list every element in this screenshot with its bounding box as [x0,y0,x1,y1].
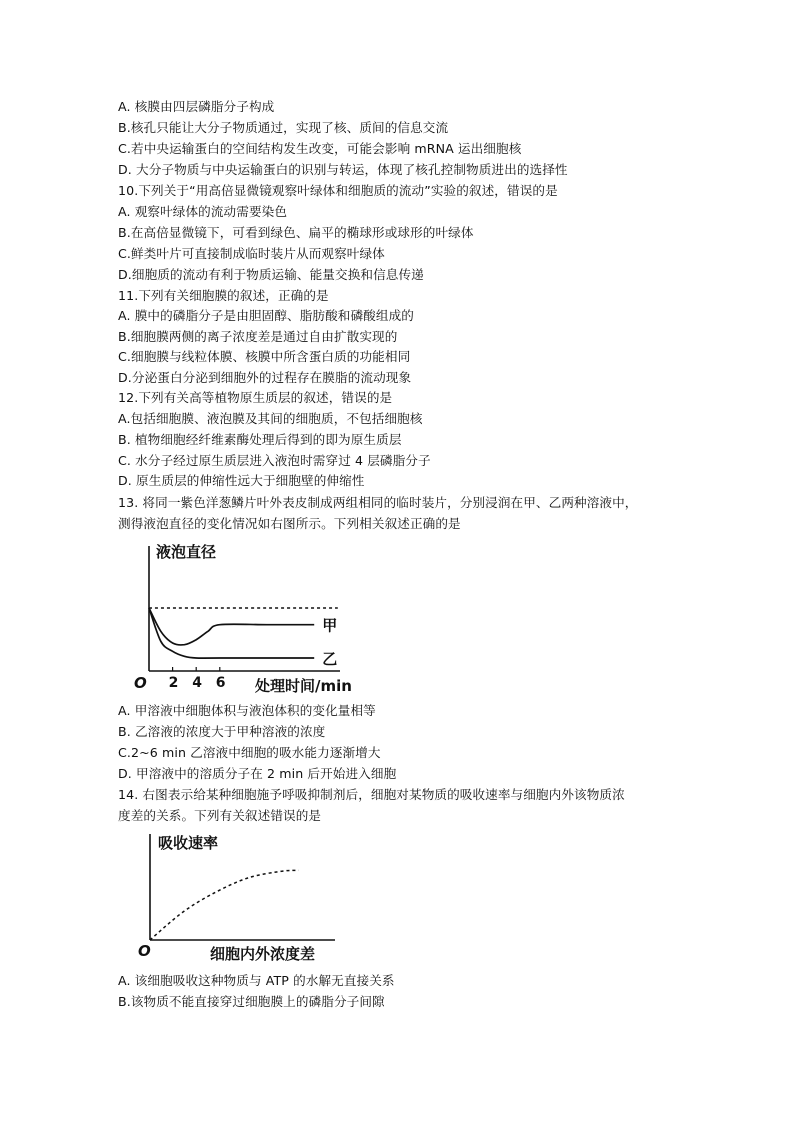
q10-option-d: D.细胞质的流动有利于物质运输、能量交换和信息传递 [118,267,424,282]
q11-stem: 11.下列有关细胞膜的叙述，正确的是 [118,288,329,303]
q9-option-b: B.核孔只能让大分子物质通过，实现了核、质间的信息交流 [118,120,449,135]
chart2-series [150,870,299,940]
q13-stem-line1: 13. 将同一紫色洋葱鳞片叶外表皮制成两组相同的临时装片，分别浸润在甲、乙两种溶液中， [118,495,638,510]
q9-option-d: D. 大分子物质与中央运输蛋白的识别与转运，体现了核孔控制物质进出的选择性 [118,162,568,177]
q14-option-a: A. 该细胞吸收这种物质与 ATP 的水解无直接关系 [118,973,395,988]
chart1-series-label-1: 乙 [322,650,338,668]
q10-option-c: C.鲜类叶片可直接制成临时装片从而观察叶绿体 [118,246,385,261]
q9-option-c: C.若中央运输蛋白的空间结构发生改变，可能会影响 mRNA 运出细胞核 [118,141,522,156]
absorption-rate-chart-svg [130,828,370,968]
absorption-rate-chart [130,828,370,968]
chart1-series-label-0: 甲 [322,616,338,635]
chart1-tick-label-1: 4 [192,675,202,691]
chart1-line-series-1 [149,608,314,658]
q10-option-b: B.在高倍显微镜下，可看到绿色、扁平的椭球形或球形的叶绿体 [118,225,474,240]
q14-option-b: B.该物质不能直接穿过细胞膜上的磷脂分子间隙 [118,994,385,1009]
q12-option-a: A.包括细胞膜、液泡膜及其间的细胞质，不包括细胞核 [118,411,423,426]
q11-option-a: A. 膜中的磷脂分子是由胆固醇、脂肪酸和磷酸组成的 [118,308,414,323]
q13-stem-line2: 测得液泡直径的变化情况如右图所示。下列相关叙述正确的是 [118,516,461,531]
chart1-series-labels [322,617,337,668]
chart2-xlabel: 细胞内外浓度差 [210,945,316,963]
q14-stem-line1: 14. 右图表示给某种细胞施予呼吸抑制剂后，细胞对某物质的吸收速率与细胞内外该物质浓 [118,787,625,802]
q13-option-a: A. 甲溶液中细胞体积与液泡体积的变化量相等 [118,703,376,718]
vacuole-diameter-chart-svg [120,538,380,698]
q11-option-b: B.细胞膜两侧的离子浓度差是通过自由扩散实现的 [118,329,398,344]
chart2-line-0 [150,870,299,940]
q12-option-c: C. 水分子经过原生质层进入液泡时需穿过 4 层磷脂分子 [118,453,431,468]
q11-option-c: C.细胞膜与线粒体膜、核膜中所含蛋白质的功能相同 [118,349,411,364]
q10-option-a: A. 观察叶绿体的流动需要染色 [118,204,288,219]
q12-option-d: D. 原生质层的伸缩性远大于细胞壁的伸缩性 [118,473,365,488]
chart1-line-series-0 [149,608,314,645]
q11-option-d: D.分泌蛋白分泌到细胞外的过程存在膜脂的流动现象 [118,370,412,385]
chart1-tick-label-0: 2 [168,675,179,691]
chart2-origin: O [138,942,151,960]
q13-option-c: C.2~6 min 乙溶液中细胞的吸水能力逐渐增大 [118,745,381,760]
q12-stem: 12.下列有关高等植物原生质层的叙述，错误的是 [118,390,393,405]
chart1-tick-label-2: 6 [215,675,226,691]
q14-stem-line2: 度差的关系。下列有关叙述错误的是 [118,808,322,823]
q13-option-d: D. 甲溶液中的溶质分子在 2 min 后开始进入细胞 [118,766,397,781]
chart1-origin: O [134,674,147,692]
chart1-xlabel: 处理时间/min [255,677,352,695]
q9-option-a: A. 核膜由四层磷脂分子构成 [118,99,275,114]
q13-option-b: B. 乙溶液的浓度大于甲种溶液的浓度 [118,724,326,739]
vacuole-diameter-chart [120,538,380,698]
chart2-ylabel: 吸收速率 [158,834,219,852]
chart1-series [149,608,338,658]
q10-stem: 10.下列关于“用高倍显微镜观察叶绿体和细胞质的流动”实验的叙述，错误的是 [118,183,558,198]
chart1-ylabel: 液泡直径 [156,543,217,561]
q12-option-b: B. 植物细胞经纤维素酶处理后得到的即为原生质层 [118,432,402,447]
